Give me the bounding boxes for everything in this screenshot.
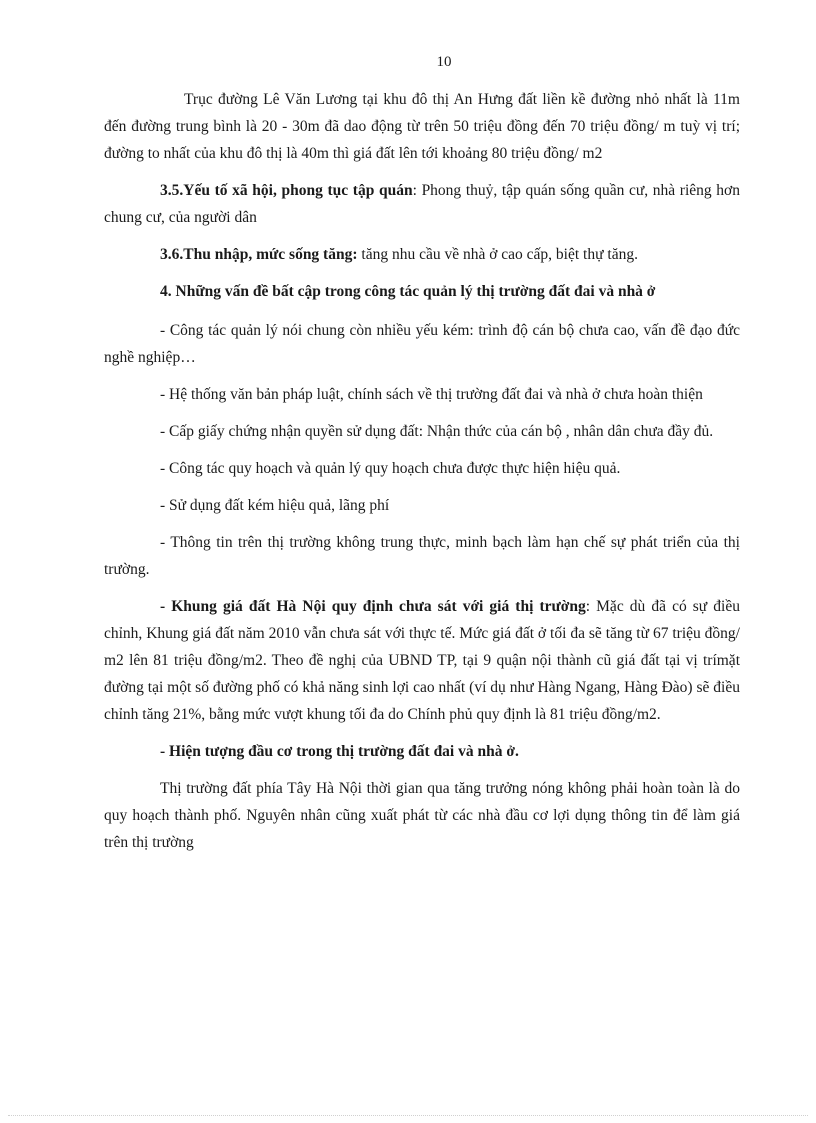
paragraph-west-hanoi: Thị trường đất phía Tây Hà Nội thời gian qua tăng trưởng nóng không phải hoàn toàn là do quy hoạch thành phố. Nguyên nhân cũng xuất phát từ các nhà đầu cơ lợi dụng thông tin để làm giá trên thị trường bbox=[104, 780, 740, 851]
bullet-land-certificate: - Cấp giấy chứng nhận quyền sử dụng đất: Nhận thức của cán bộ , nhân dân chưa đầy đủ. bbox=[160, 423, 714, 440]
bullet-price-frame bbox=[104, 593, 740, 728]
bullet-land-use: - Sử dụng đất kém hiệu quả, lãng phí bbox=[160, 497, 390, 514]
section-3-6-text: tăng nhu cầu về nhà ở cao cấp, biệt thự tăng. bbox=[357, 246, 638, 263]
section-3-6 bbox=[104, 241, 740, 268]
section-4-heading: 4. Những vấn đề bất cập trong công tác quản lý thị trường đất đai và nhà ở bbox=[160, 283, 656, 300]
section-3-5 bbox=[104, 177, 740, 231]
page-bottom-divider bbox=[8, 1115, 808, 1116]
bullet-market-information: - Thông tin trên thị trường không trung thực, minh bạch làm hạn chế sự phát triển của thị trường. bbox=[104, 534, 740, 578]
section-3-6-title: 3.6.Thu nhập, mức sống tăng: bbox=[160, 246, 358, 263]
bullet-management: - Công tác quản lý nói chung còn nhiều yếu kém: trình độ cán bộ chưa cao, vấn đề đạo đức nghề nghiệp… bbox=[104, 322, 740, 366]
section-3-5-title: 3.5.Yếu tố xã hội, phong tục tập quán bbox=[160, 182, 413, 199]
paragraph-le-van-luong: Trục đường Lê Văn Lương tại khu đô thị An Hưng đất liền kề đường nhỏ nhất là 11m đến đường trung bình là 20 - 30m đã dao động từ trên 50 triệu đồng đến 70 triệu đồng/ m tuỳ vị trí; đường to nhất của khu đô thị là 40m thì giá đất lên tới khoảng 80 triệu đồng/ m2 bbox=[104, 91, 740, 162]
bullet-price-frame-text: : Mặc dù đã có sự điều chỉnh, Khung giá đất năm 2010 vẫn chưa sát với thực tế. Mức giá đất ở tối đa sẽ tăng từ 67 triệu đồng/ m2 lên 81 triệu đồng/m2. Theo đề nghị của UBND TP, tại 9 quận nội thành cũ giá đất tại vị trímặt đường tại một số đường phố có khả năng sinh lợi cao nhất (ví dụ như Hàng Ngang, Hàng Đào) sẽ điều chỉnh tăng 21%, bằng mức vượt khung tối đa do Chính phủ quy định là 81 triệu đồng/m2. bbox=[104, 598, 740, 723]
bullet-price-frame-title: - Khung giá đất Hà Nội quy định chưa sát với giá thị trường bbox=[160, 598, 586, 615]
bullet-legal-system: - Hệ thống văn bản pháp luật, chính sách về thị trường đất đai và nhà ở chưa hoàn thiện bbox=[160, 386, 703, 403]
section-3-5-text: : Phong thuỷ, tập quán sống quần cư, nhà riêng hơn chung cư, của người dân bbox=[104, 182, 740, 226]
bullet-planning: - Công tác quy hoạch và quản lý quy hoạch chưa được thực hiện hiệu quả. bbox=[160, 460, 621, 477]
document-body bbox=[104, 86, 740, 866]
page-number: 10 bbox=[436, 54, 452, 70]
bullet-speculation-heading: - Hiện tượng đầu cơ trong thị trường đất đai và nhà ở. bbox=[160, 743, 519, 760]
